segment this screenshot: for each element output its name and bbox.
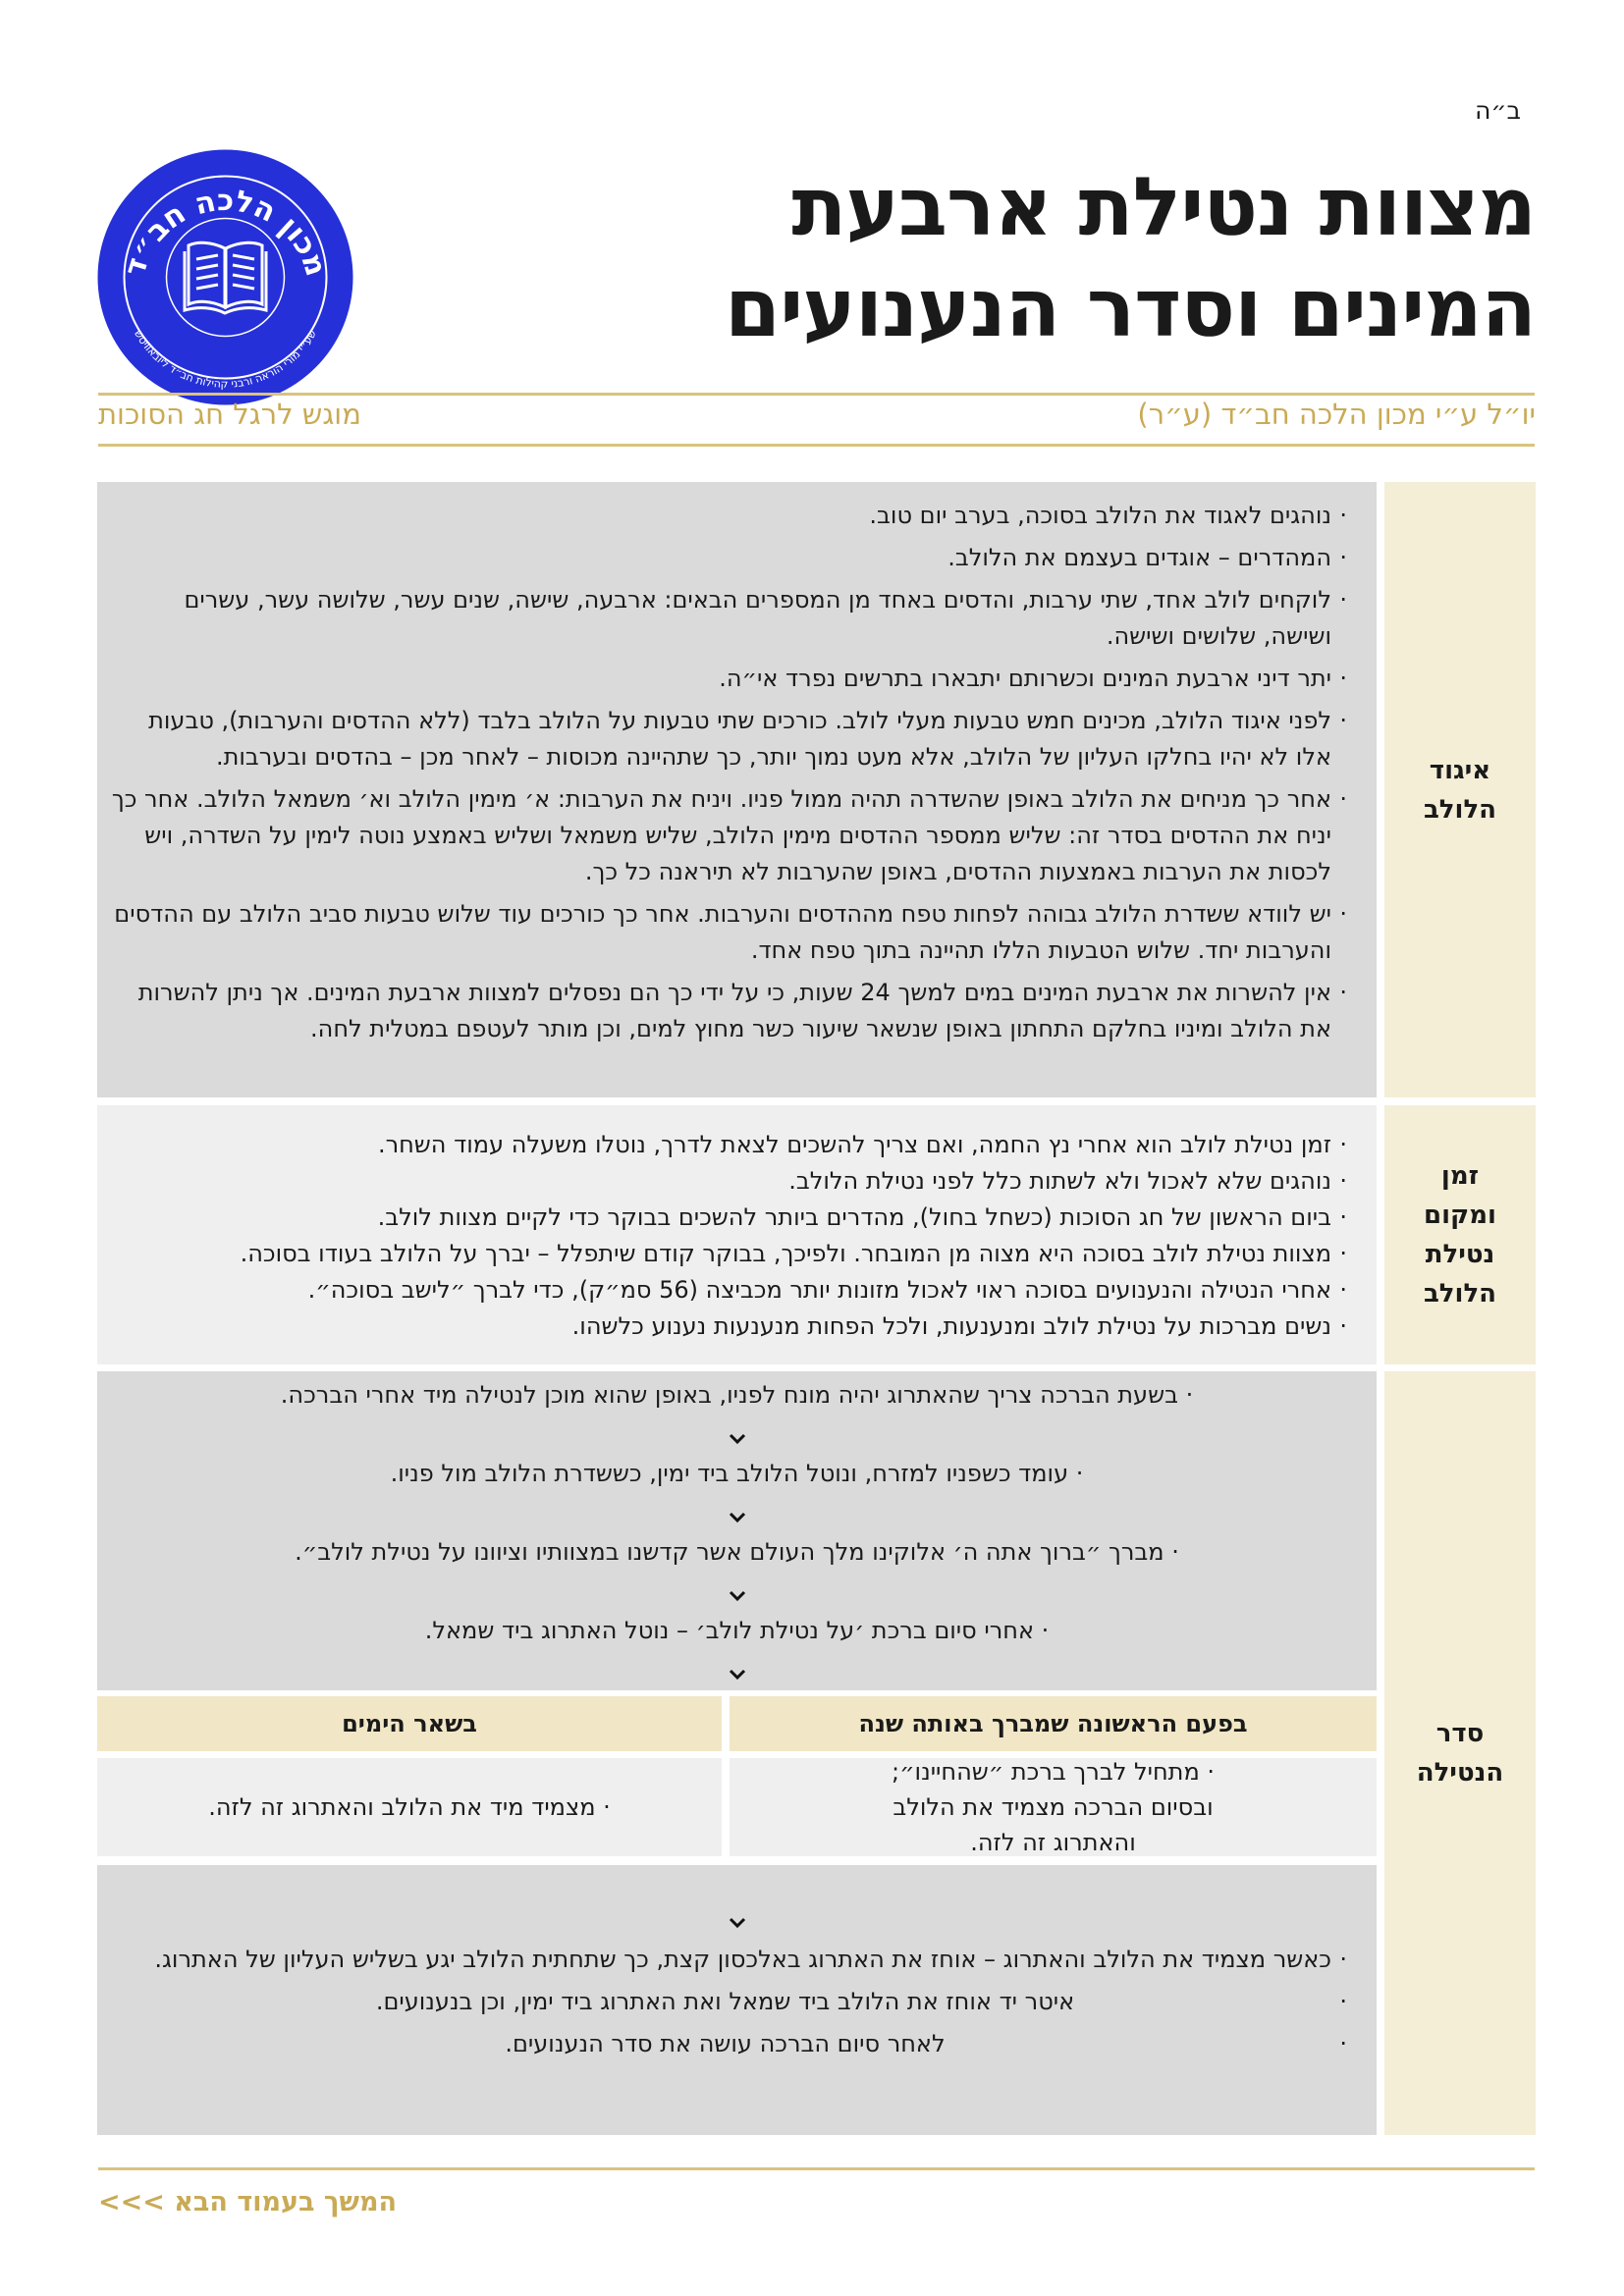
other-days-body: · מצמיד מיד את הלולב והאתרוג זה לזה. <box>97 1758 722 1856</box>
continue-next-page: המשך בעמוד הבא >>> <box>98 2187 398 2217</box>
publisher-line: יו״ל ע״י מכון הלכה חב״ד (ע״ר) <box>1137 398 1536 431</box>
list-item: · אחרי הנטילה והנענועים בסוכה ראוי לאכול מזונות יותר מכביצה (56 סמ״ק), כדי לברך ״לישב בסוכה״. <box>111 1272 1347 1308</box>
first-time-header: בפעם הראשונה שמברך באותה שנה <box>730 1696 1377 1751</box>
divider-top <box>98 393 1535 396</box>
step-3: · מברך ״ברוך אתה ה׳ אלוקינו מלך העולם אשר קדשנו במצוותיו וציוונו על נטילת לולב״. <box>97 1534 1377 1571</box>
section-body-zman <box>97 1105 1377 1364</box>
first-time-body: · מתחיל לברך ברכת ״שהחיינו״; ובסיום הברכה מצמיד את הלולב והאתרוג זה לזה. <box>730 1758 1377 1856</box>
section-agud <box>97 482 1536 1097</box>
zman-list <box>97 1105 1377 1345</box>
list-item: · מצוות נטילת לולב בסוכה היא מצוה מן המובחר. ולפיכך, בבוקר קודם שיתפלל – יברך על הלולב בעודו בסוכה. <box>111 1236 1347 1272</box>
chevron-down-icon <box>97 1430 1377 1449</box>
list-item: · כאשר מצמיד את הלולב והאתרוג – אוחז את האתרוג באלכסון קצת, כך שתחתית הלולב יגע בשליש העליון של האתרוג. <box>119 1942 1347 1978</box>
list-item: · איטר יד אוחז את הלולב ביד שמאל ואת האתרוג ביד ימין, וכן בנענועים. <box>119 1984 1347 2020</box>
seal-icon <box>95 147 355 407</box>
step-2: · עומד כשפניו למזרח, ונוטל הלולב ביד ימין, כששדרת הלולב מול פניו. <box>97 1456 1377 1492</box>
list-item: · נוהגים שלא לאכול ולא לשתות כלל לפני נטילת הלולב. <box>111 1163 1347 1200</box>
list-item: · אחר כך מניחים את הלולב באופן שהשדרה תהיה ממול פניו. ויניח את הערבות: א׳ מימין הלולב וא׳ משמאל הלולב. אחר כך יניח את ההדסים בסדר זה: שליש ממספר ההדסים מימין הלולב, שליש משמאל ושליש באמצע נוטה לימין על השדרה, ויש לכסות את הערבות באמצעות ההדסים, באופן שהערבות לא תיראנה כל כך. <box>111 781 1347 890</box>
section-body-seder <box>97 1371 1377 2135</box>
section-body-agud <box>97 482 1377 1097</box>
list-item: · לוקחים לולב אחד, שתי ערבות, והדסים באחד מן המספרים הבאים: ארבעה, שישה, שנים עשר, שלושה עשר, עשרים ושישה, שלושים ושישה. <box>111 582 1347 655</box>
list-item: · אין להשרות את ארבעת המינים במים למשך 24 שעות, כי על ידי כך הם נפסלים למצוות ארבעת המינים. אך ניתן להשרות את הלולב ומיניו בחלקם התחתון באופן שנשאר שיעור כשר מחוץ למים, וכן מותר לעטפם במטלית לחה. <box>111 975 1347 1047</box>
bh-mark: ב״ה <box>1475 96 1521 125</box>
section-label-seder: סדר הנטילה <box>1384 1371 1536 2135</box>
section-label-zman: זמן ומקום נטילת הלולב <box>1384 1105 1536 1364</box>
list-item: · יש לוודא ששדרת הלולב גבוהה לפחות טפח מההדסים והערבות. אחר כך כורכים עוד שלוש טבעות סביב הלולב עם ההדסים והערבות יחד. שלוש הטבעות הללו תהיינה בתוך טפח אחד. <box>111 896 1347 969</box>
chevron-down-icon <box>97 1587 1377 1606</box>
divider-sub <box>98 444 1535 447</box>
page-title <box>554 157 1536 359</box>
agud-list <box>97 482 1377 1047</box>
title-line-2: המינים וסדר הנענועים <box>724 262 1536 355</box>
list-item: · נוהגים לאגוד את הלולב בסוכה, בערב יום טוב. <box>111 498 1347 534</box>
section-zman <box>97 1105 1536 1364</box>
chevron-down-icon <box>97 1914 1377 1933</box>
occasion-line: מוגש לרגל חג הסוכות <box>98 398 361 431</box>
seder-steps-panel <box>97 1371 1377 1690</box>
chevron-down-icon <box>97 1509 1377 1527</box>
section-seder <box>97 1371 1536 2135</box>
list-item: · המהדרים – אוגדים בעצמם את הלולב. <box>111 540 1347 576</box>
step-4: · אחרי סיום ברכת ׳על נטילת לולב׳ – נוטל האתרוג ביד שמאל. <box>97 1613 1377 1649</box>
list-item: · זמן נטילת לולב הוא אחרי נץ החמה, ואם צריך להשכים לצאת לדרך, נוטלו משעלה עמוד השחר. <box>111 1127 1347 1163</box>
divider-bottom <box>98 2167 1535 2170</box>
list-item: · לאחר סיום הברכה עושה את סדר הנענועים. <box>119 2026 1347 2062</box>
list-item: · לפני איגוד הלולב, מכינים חמש טבעות מעלי לולב. כורכים שתי טבעות על הלולב בלבד (ללא ההדסים והערבות), טבעות אלו לא יהיו בחלקו העליון של הלולב, אלא מעט נמוך יותר, כך שתהיינה מכוסות – לאחר מכן – בהדסים ובערבות. <box>111 703 1347 775</box>
seder-final-list <box>97 1942 1377 2062</box>
institute-logo <box>95 147 355 407</box>
logo-motto: שע״י מורי הוראה ורבני קהילות חב״ד ליובאוויטש <box>132 327 319 391</box>
chevron-down-icon <box>97 1666 1377 1684</box>
list-item: · נשים מברכות על נטילת לולב ומנענעות, ולכל הפחות מנענעות נענוע כלשהו. <box>111 1308 1347 1345</box>
other-days-header: בשאר הימים <box>97 1696 722 1751</box>
seder-final-panel <box>97 1865 1377 2135</box>
list-item: · יתר דיני ארבעת המינים וכשרותם יתבארו בתרשים נפרד אי״ה. <box>111 661 1347 697</box>
list-item: · ביום הראשון של חג הסוכות (כשחל בחול), מהדרים ביותר להשכים בבוקר כדי לקיים מצוות לולב. <box>111 1200 1347 1236</box>
section-label-agud: איגוד הלולב <box>1384 482 1536 1097</box>
logo-name: מכון הלכה חב״ד <box>117 184 334 281</box>
title-line-1: מצוות נטילת ארבעת <box>791 161 1536 254</box>
step-1: · בשעת הברכה צריך שהאתרוג יהיה מונח לפניו, באופן שהוא מוכן לנטילה מיד אחרי הברכה. <box>97 1377 1377 1414</box>
